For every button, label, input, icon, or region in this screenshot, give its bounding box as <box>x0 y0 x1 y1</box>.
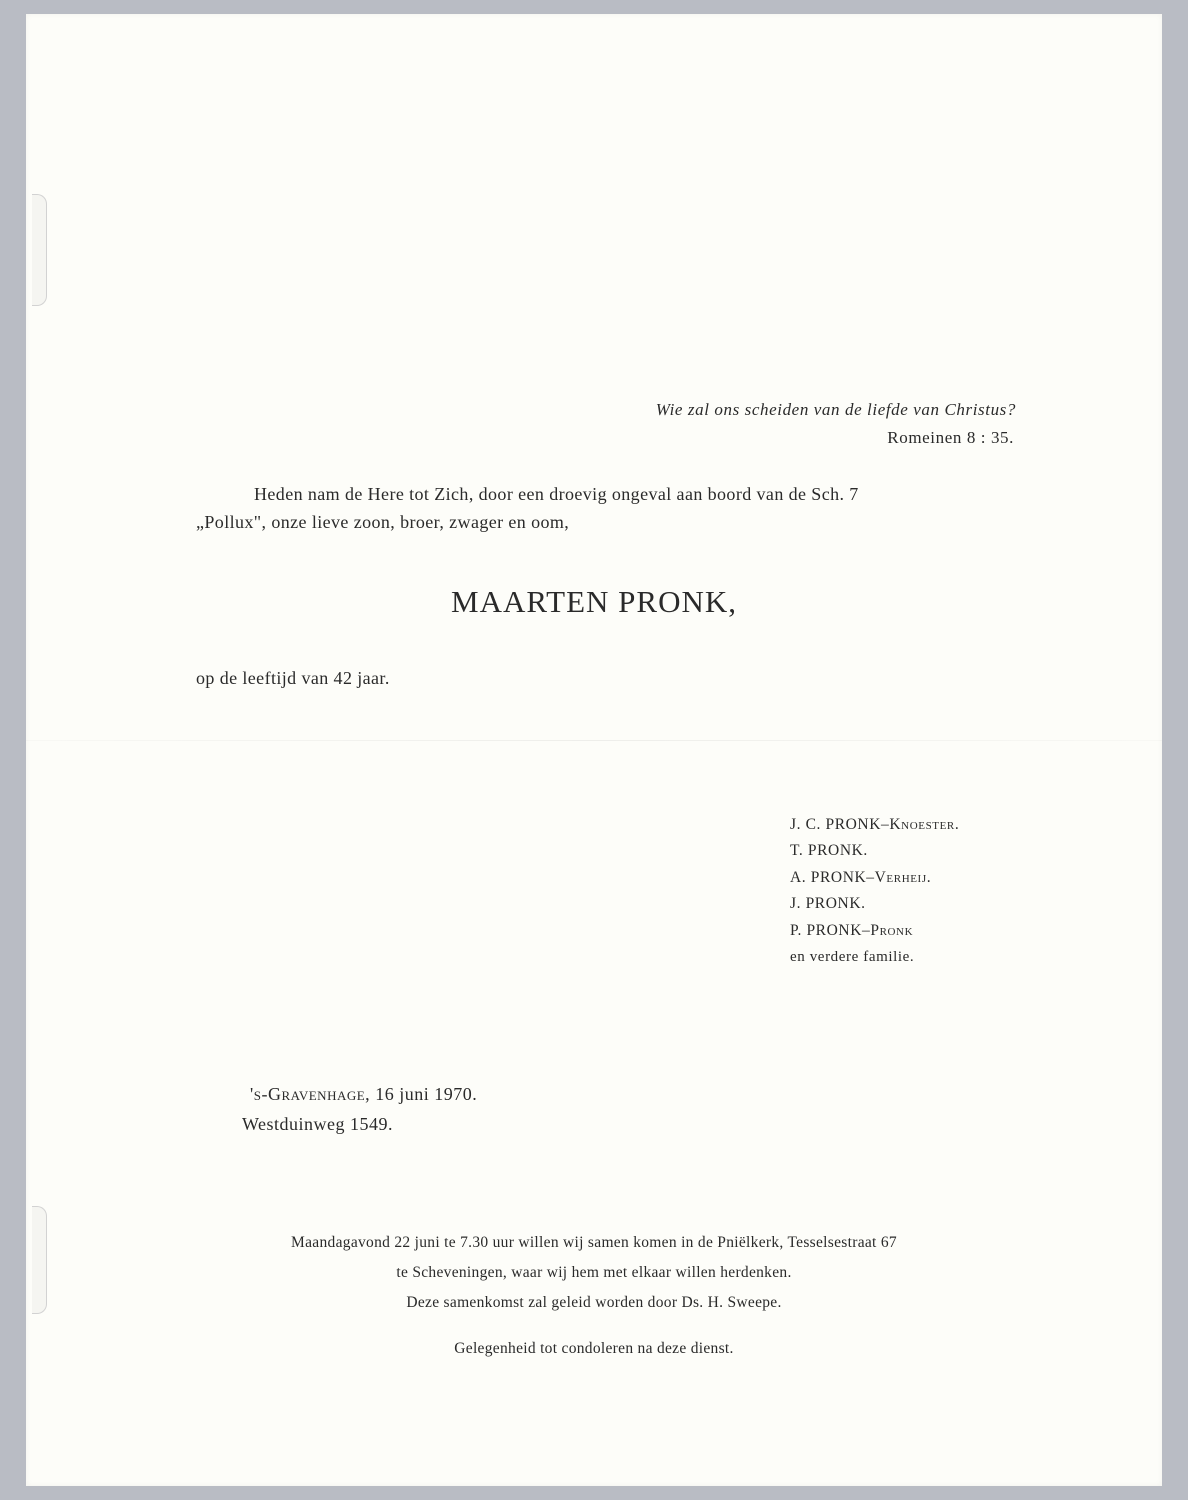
service-line-3: Deze samenkomst zal geleid worden door Ds. H. Sweepe. <box>406 1294 782 1311</box>
card-fold-line <box>26 740 1162 741</box>
family-closing: en verdere familie. <box>790 948 915 965</box>
family-member: P. PRONK–Pronk <box>790 921 914 939</box>
punch-hole-top <box>32 194 47 306</box>
announcement-line-1: Heden nam de Here tot Zich, door een droevig ongeval aan boord van de Sch. 7 <box>254 484 859 504</box>
deceased-name: MAARTEN PRONK, <box>451 584 737 619</box>
age-line: op de leeftijd van 42 jaar. <box>196 668 390 688</box>
street-address: Westduinweg 1549. <box>242 1114 394 1134</box>
place-date-line <box>250 1084 477 1105</box>
family-member: A. PRONK–Verheij. <box>790 868 932 886</box>
announcement-line-2: „Pollux", onze lieve zoon, broer, zwager en oom, <box>196 512 570 532</box>
service-notice <box>26 1228 1162 1318</box>
service-line-2: te Scheveningen, waar wij hem met elkaar willen herdenken. <box>396 1264 792 1281</box>
family-list <box>790 812 959 970</box>
family-member: J. PRONK. <box>790 895 866 913</box>
family-member: J. C. PRONK–Knoester. <box>790 816 960 833</box>
city-name: 's-Gravenhage, <box>250 1084 371 1104</box>
mourning-card <box>26 14 1162 1486</box>
family-member: T. PRONK. <box>790 842 868 860</box>
condolence-note: Gelegenheid tot condoleren na deze dienst. <box>454 1340 734 1357</box>
date: 16 juni 1970. <box>375 1084 478 1104</box>
service-line-1: Maandagavond 22 juni te 7.30 uur willen wij samen komen in de Pniëlkerk, Tesselsestraat 67 <box>291 1234 897 1251</box>
bible-quote: Wie zal ons scheiden van de liefde van Christus? <box>655 400 1016 419</box>
bible-reference: Romeinen 8 : 35. <box>887 428 1014 447</box>
